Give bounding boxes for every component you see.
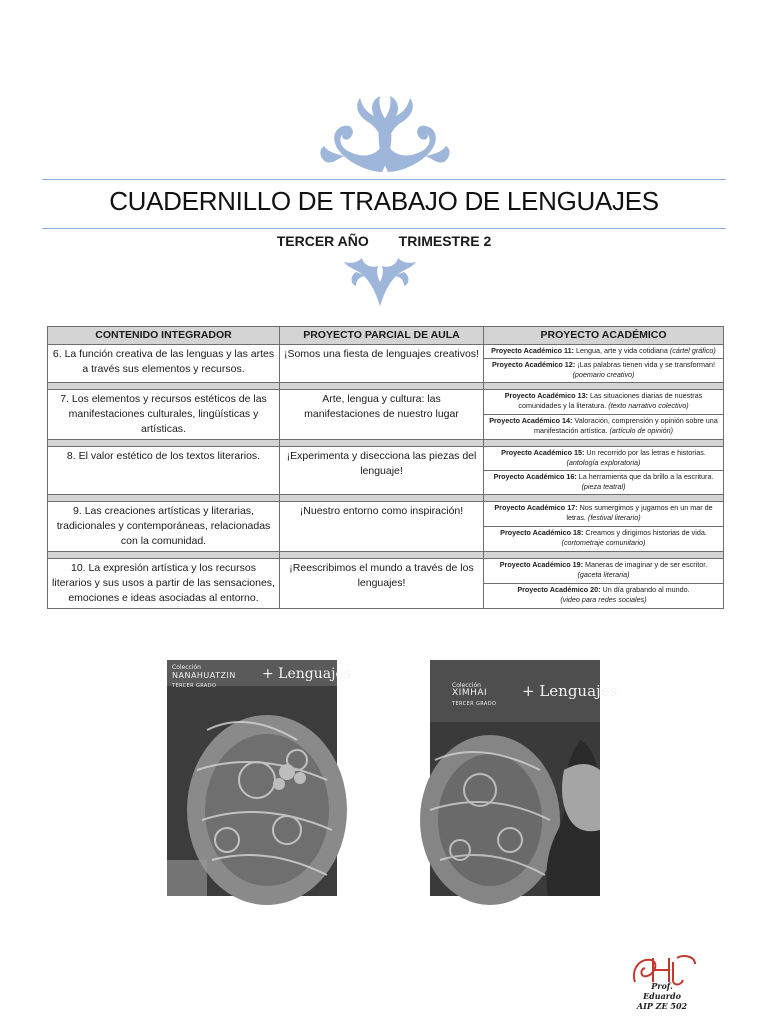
table-row [48,389,724,414]
grade-label: TERCER GRADO [452,701,497,707]
signature-line-2: Eduardo [643,991,681,1001]
signature-line-1: Prof. [651,981,673,991]
collection-name: XIMHAI [452,688,488,698]
table-row [48,558,724,583]
proyecto-academico-cell [484,414,724,439]
subject-title: + Lenguajes [262,666,351,682]
proyecto-label: Proyecto Académico 14: [489,415,573,425]
proyecto-type: (antología exploratoria) [566,458,641,467]
proyecto-text: Nos sumergimos y jugamos en un mar de letras. [566,502,713,522]
proyecto-text: Valoración, comprensión y opinión sobre una manifestación artística. [533,415,718,435]
proyecto-text: Un recorrido por las letras e historias. [586,447,706,457]
title-rule-bottom [42,228,726,229]
proyecto-type: (video para redes sociales) [560,595,647,604]
subject-title: + Lenguajes [522,682,618,700]
proyecto-label: Proyecto Académico 19: [499,559,583,569]
proyecto-academico-cell [484,470,724,494]
book-cover-nanahuatzin [167,660,351,896]
proyecto-academico-cell [484,358,724,382]
bottom-ornament [342,254,418,308]
proyecto-text: Lengua, arte y vida cotidiana [575,346,668,355]
contenido-cell: 7. Los elementos y recursos estéticos de las manifestaciones culturales, lingüísticas y artísticas. [48,389,280,439]
proyecto-parcial-cell: Arte, lengua y cultura: las manifestaciones de nuestro lugar [280,389,484,439]
book-cover-ximhai [430,660,618,896]
proyecto-academico-cell [484,345,724,359]
contenido-cell: 6. La función creativa de las lenguas y las artes a través sus elementos y recursos. [48,345,280,383]
proyecto-text: Las situaciones diarias de nuestras comunidades y la literatura. [518,390,703,410]
cover-artwork [167,660,337,896]
row-separator [48,439,724,446]
subtitle [0,233,768,249]
author-signature [625,952,701,1016]
collection-block [172,664,236,690]
proyecto-academico-cell [484,501,724,526]
proyecto-text: Maneras de imaginar y de ser escritor. [584,559,708,569]
year-label: TERCER AÑO [276,233,369,249]
row-separator [48,382,724,389]
proyecto-label: Proyecto Académico 13: [504,390,588,400]
proyecto-academico-cell [484,526,724,551]
proyecto-text: ¡Las palabras tienen vida y se transforman! [577,359,716,369]
proyecto-type: (festival literario) [587,513,641,522]
row-separator [48,551,724,558]
contenido-cell: 8. El valor estético de los textos literarios. [48,446,280,494]
proyecto-academico-cell [484,389,724,414]
grade-label: TERCER GRADO [172,683,217,689]
top-ornament [310,92,460,176]
proyecto-label: Proyecto Académico 20: [517,584,601,594]
signature-line-3: AIP ZE 502 [636,1001,688,1011]
header-proyecto-academico: PROYECTO ACADÉMICO [484,327,724,345]
row-separator [48,494,724,501]
collection-name: NANAHUATZIN [172,671,236,680]
proyecto-type: (poemario creativo) [572,370,635,379]
proyecto-academico-cell [484,558,724,583]
collection-label: Colección [452,682,481,689]
proyecto-label: Proyecto Académico 15: [501,447,585,457]
projects-table [47,326,724,609]
table-row [48,446,724,470]
collection-block [452,682,496,708]
proyecto-type: (artículo de opinión) [609,426,674,435]
proyecto-type: (cártel gráfico) [669,346,716,355]
proyecto-text: Un día grabando al mundo. [602,584,690,594]
proyecto-parcial-cell: ¡Somos una fiesta de lenguajes creativos! [280,345,484,383]
proyecto-text: La herramienta que da brillo a la escritura. [578,471,714,481]
proyecto-type: (pieza teatral) [581,482,626,491]
contenido-cell: 10. La expresión artística y los recursos literarios y sus usos a partir de las sensaciones, emociones e ideas asociadas al entorno. [48,558,280,608]
page-title: CUADERNILLO DE TRABAJO DE LENGUAJES [109,186,659,216]
proyecto-academico-cell [484,446,724,470]
proyecto-type: (texto narrativo colectivo) [608,401,689,410]
contenido-cell: 9. Las creaciones artísticas y literarias, tradicionales y contemporáneas, relacionadas con la comunidad. [48,501,280,551]
title-rule-top [42,179,726,180]
table-row [48,501,724,526]
proyecto-label: Proyecto Académico 17: [494,502,578,512]
proyecto-label: Proyecto Académico 18: [500,527,584,537]
table-row [48,345,724,359]
proyecto-type: (gaceta literaria) [577,570,630,579]
proyecto-parcial-cell: ¡Experimenta y disecciona las piezas del lenguaje! [280,446,484,494]
proyecto-parcial-cell: ¡Nuestro entorno como inspiración! [280,501,484,551]
term-label: TRIMESTRE 2 [398,233,492,249]
proyecto-parcial-cell: ¡Reescribimos el mundo a través de los lenguajes! [280,558,484,608]
proyecto-text: Creamos y dirigimos historias de vida. [585,527,707,537]
proyecto-type: (cortometraje comunitario) [561,538,646,547]
header-proyecto-parcial: PROYECTO PARCIAL DE AULA [280,327,484,345]
collection-label: Colección [172,664,201,671]
proyecto-label: Proyecto Académico 11: [491,346,574,355]
table-header-row [48,327,724,345]
header-contenido: CONTENIDO INTEGRADOR [48,327,280,345]
proyecto-label: Proyecto Académico 16: [493,471,577,481]
proyecto-label: Proyecto Académico 12: [491,359,576,369]
proyecto-academico-cell [484,583,724,608]
